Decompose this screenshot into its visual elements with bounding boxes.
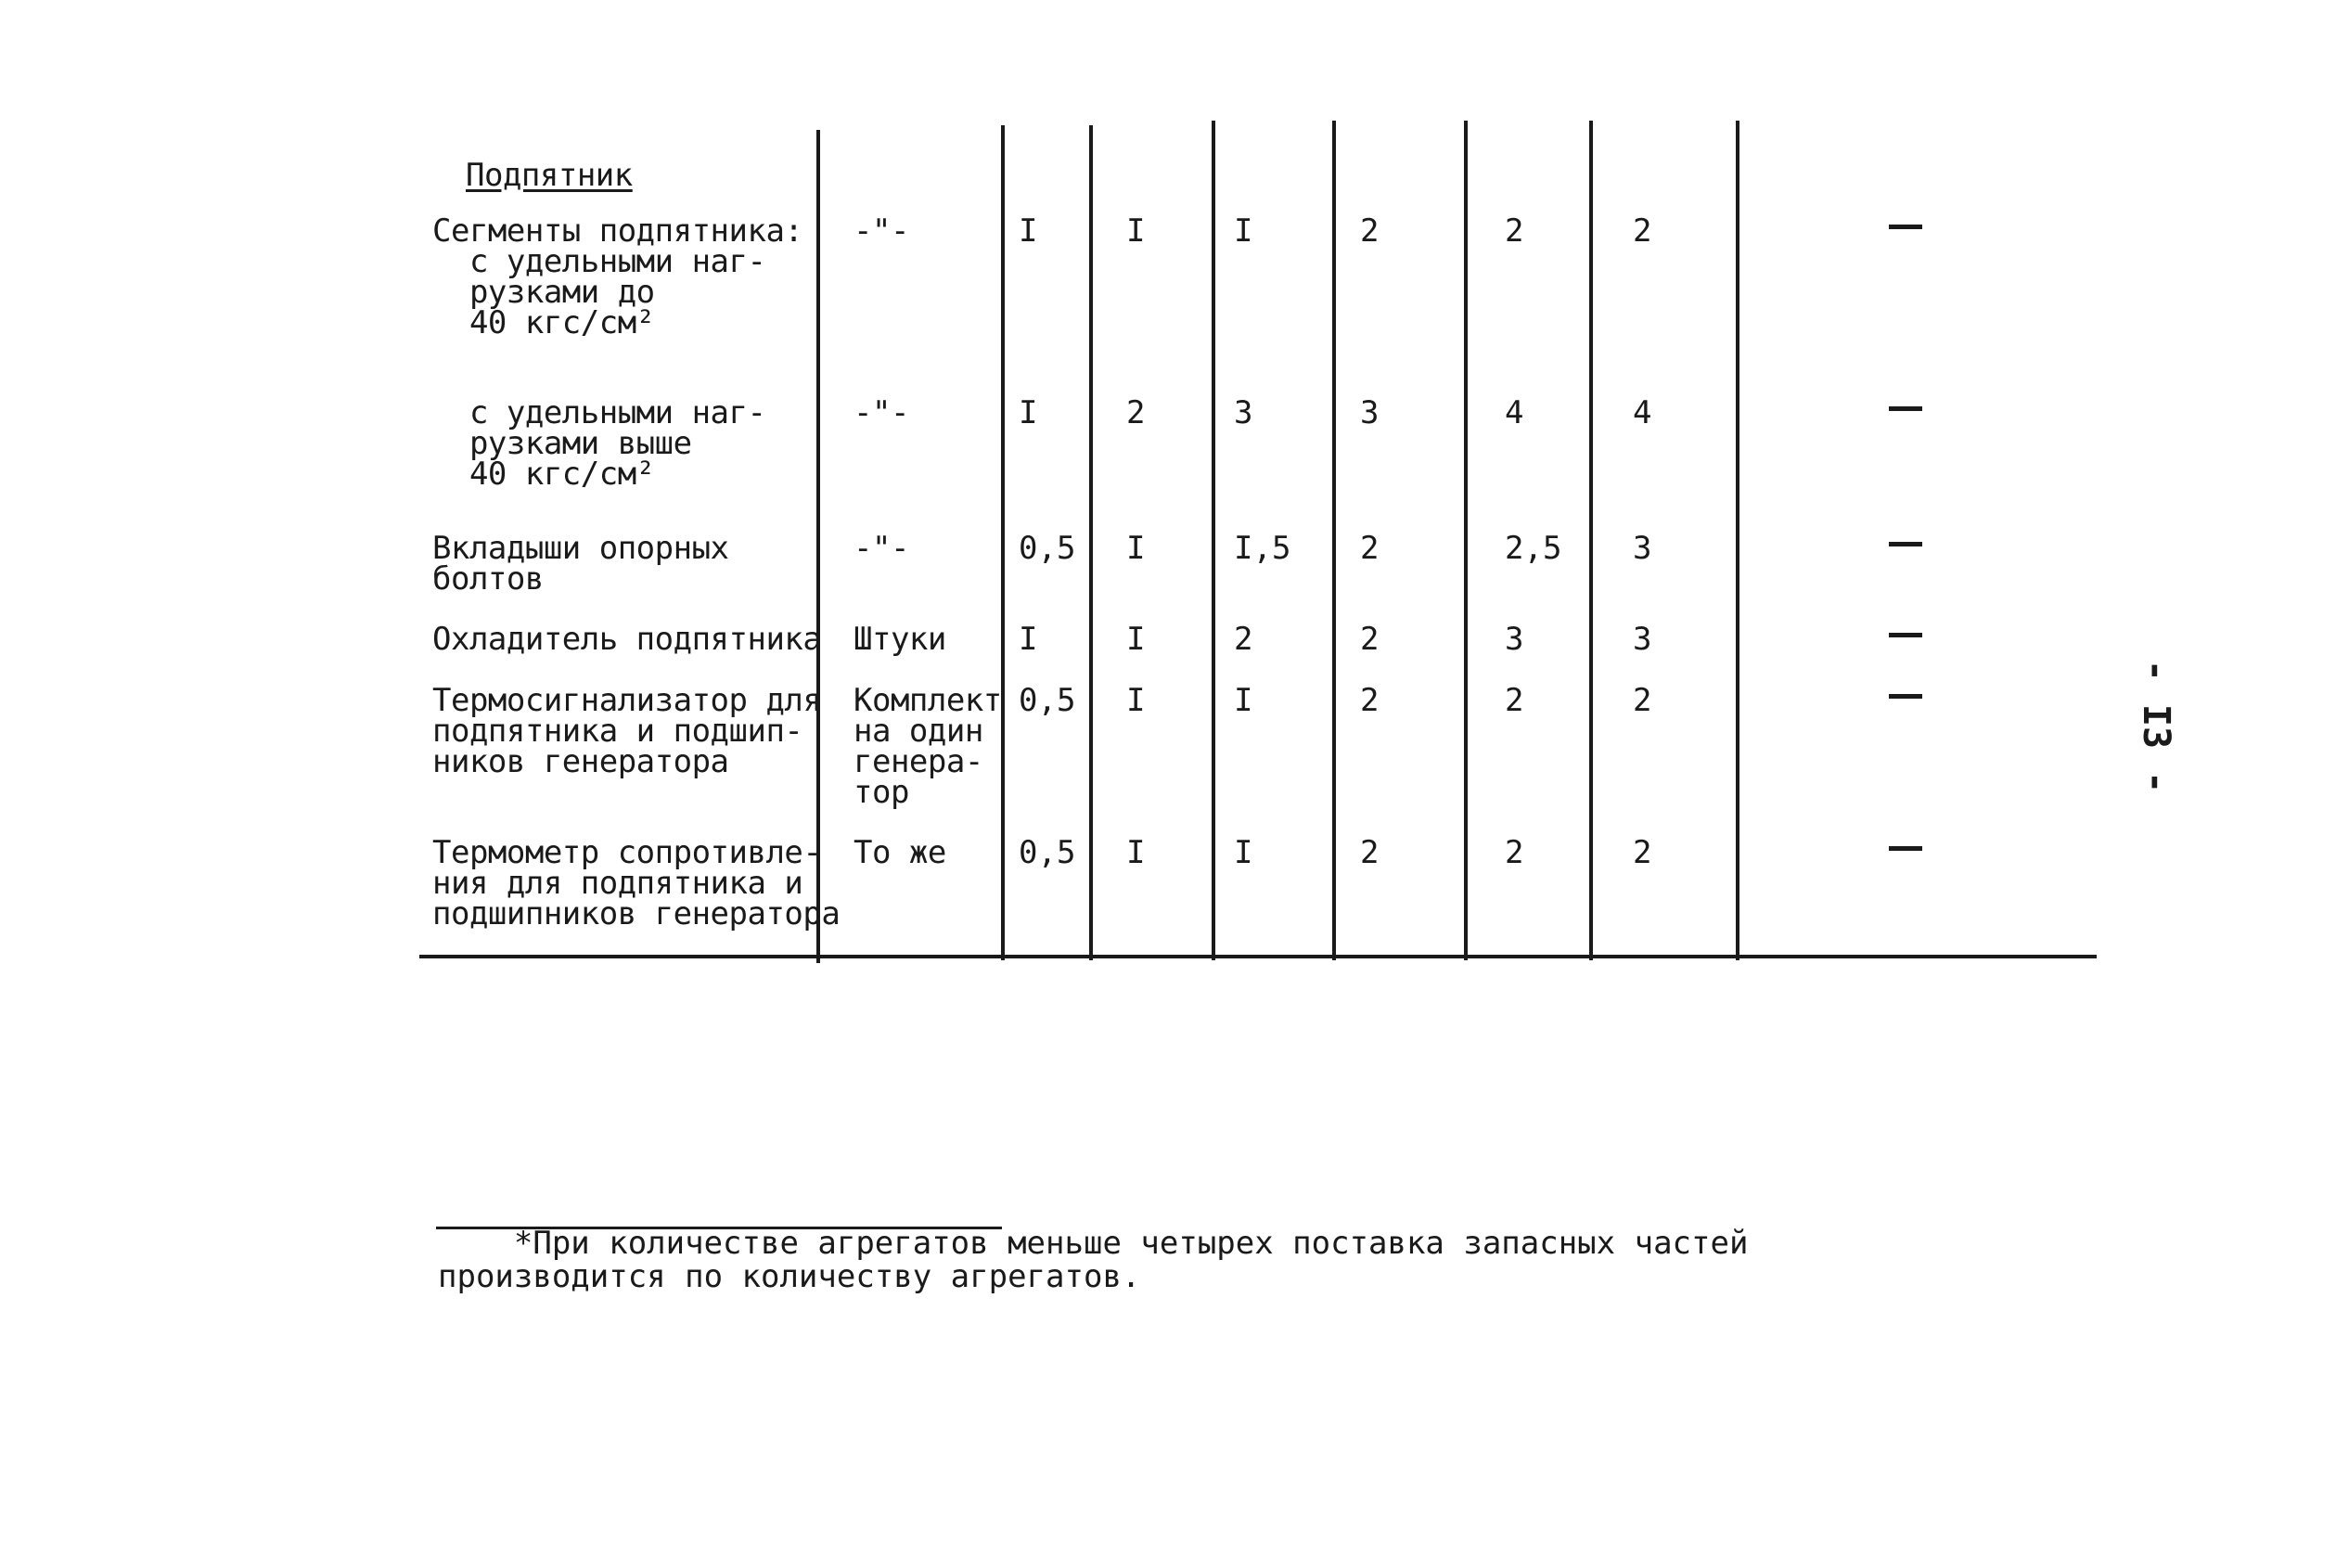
item-name-line: Вкладыши опорных [432,530,729,567]
item-name-line: Охладитель подпятника [432,621,822,658]
quantity-cell: 0,5 [1019,834,1076,871]
quantity-cell: I [1234,212,1253,250]
quantity-cell: 4 [1505,394,1524,431]
quantity-cell: 2 [1505,212,1524,250]
quantity-cell: 2 [1234,621,1253,658]
quantity-cell: 2,5 [1505,530,1562,567]
quantity-cell: I [1126,621,1146,658]
quantity-cell: 2 [1360,621,1380,658]
item-name-line: ников генератора [432,743,729,780]
item-name-line: Термосигнализатор для [432,682,822,719]
page-number: - I3 - [2135,659,2177,794]
unit-line: -"- [854,530,909,567]
footnote-line: производится по количеству агрегатов. [438,1258,1141,1295]
quantity-cell: 3 [1633,530,1652,567]
dash-mark [1889,633,1922,637]
unit-line: Комплект [854,682,1002,719]
item-name-line: рузками выше [432,425,692,462]
item-name-line: 40 кгс/см² [432,304,655,341]
table-bottom-rule [419,955,2097,958]
quantity-cell: I [1019,394,1038,431]
quantity-cell: I [1234,834,1253,871]
dash-mark [1889,225,1922,229]
column-rule-v6-last [1736,121,1739,960]
quantity-cell: 2 [1505,834,1524,871]
quantity-cell: 2 [1633,682,1652,719]
quantity-cell: 4 [1633,394,1652,431]
quantity-cell: I [1234,682,1253,719]
unit-line: генера- [854,743,983,780]
dash-mark [1889,694,1922,699]
quantity-cell: 0,5 [1019,530,1076,567]
quantity-cell: 2 [1360,682,1380,719]
quantity-cell: 2 [1360,834,1380,871]
quantity-cell: I [1126,834,1146,871]
unit-line: Штуки [854,621,946,658]
item-name-line: рузками до [432,274,655,311]
quantity-cell: 3 [1633,621,1652,658]
quantity-cell: 3 [1505,621,1524,658]
quantity-cell: I [1126,212,1146,250]
quantity-cell: 2 [1505,682,1524,719]
unit-line: -"- [854,212,909,250]
section-heading: Подпятник [466,157,633,194]
column-rule-v1-v2 [1089,125,1093,960]
quantity-cell: 2 [1633,834,1652,871]
quantity-cell: 3 [1234,394,1253,431]
item-name-line: подпятника и подшип- [432,713,803,750]
item-name-line: подшипников генератора [432,895,841,932]
unit-line: -"- [854,394,909,431]
quantity-cell: 2 [1360,212,1380,250]
quantity-cell: I,5 [1234,530,1291,567]
quantity-cell: I [1019,212,1038,250]
quantity-cell: I [1019,621,1038,658]
item-name-line: 40 кгс/см² [432,456,655,493]
quantity-cell: 2 [1633,212,1652,250]
footnote-line: *При количестве агрегатов меньше четырех поставка запасных частей [438,1225,1749,1262]
quantity-cell: 3 [1360,394,1380,431]
dash-mark [1889,846,1922,851]
column-rule-v2-v3 [1212,121,1215,960]
column-rule-v3-v4 [1332,121,1336,960]
dash-mark [1889,542,1922,546]
quantity-cell: 2 [1126,394,1146,431]
item-name-line: ния для подпятника и [432,865,803,902]
unit-line: на один [854,713,983,750]
column-rule-v5-v6 [1589,121,1593,960]
dash-mark [1889,406,1922,411]
unit-line: То же [854,834,946,871]
item-name-line: с удельными наг- [432,394,766,431]
quantity-cell: 0,5 [1019,682,1076,719]
item-name-line: болтов [432,560,544,598]
column-rule-v4-v5 [1464,121,1468,960]
item-name-line: Термометр сопротивле- [432,834,822,871]
item-name-line: Сегменты подпятника: [432,212,803,250]
column-rule-unit-v1 [1001,125,1005,960]
quantity-cell: I [1126,682,1146,719]
item-name-line: с удельными наг- [432,243,766,280]
quantity-cell: I [1126,530,1146,567]
quantity-cell: 2 [1360,530,1380,567]
unit-line: тор [854,774,909,811]
